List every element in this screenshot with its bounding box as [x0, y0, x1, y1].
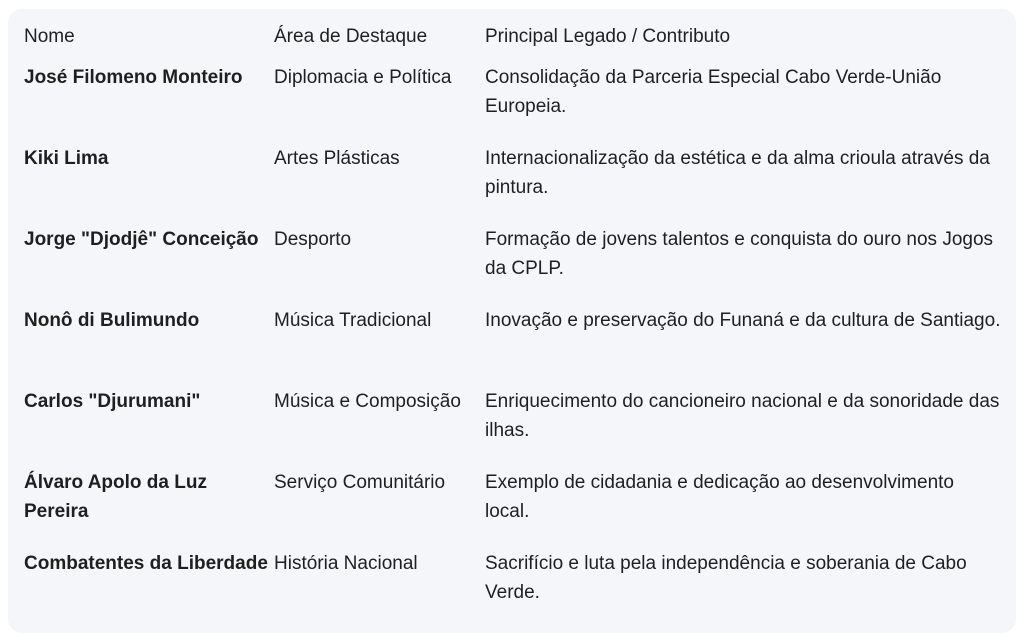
table-row	[8, 49, 1016, 130]
table-row	[8, 535, 1016, 616]
cell-name: José Filomeno Monteiro	[24, 67, 243, 88]
cell-area: Serviço Comunitário	[274, 472, 446, 493]
cell-area: Diplomacia e Política	[274, 67, 452, 88]
cell-legacy: Formação de jovens talentos e conquista do ouro nos Jogos da CPLP.	[485, 229, 994, 279]
cell-name: Combatentes da Liberdade	[24, 553, 268, 574]
column-header-legacy: Principal Legado / Contributo	[485, 26, 731, 47]
honorees-table	[8, 9, 1016, 616]
cell-name: Kiki Lima	[24, 148, 109, 169]
column-header-area: Área de Destaque	[274, 26, 428, 47]
table-card	[8, 9, 1016, 633]
table-row	[8, 373, 1016, 454]
cell-area: Música e Composição	[274, 391, 461, 412]
table-body	[8, 49, 1016, 616]
table-row	[8, 211, 1016, 292]
cell-legacy: Inovação e preservação do Funaná e da cultura de Santiago.	[485, 310, 1001, 331]
cell-name: Nonô di Bulimundo	[24, 310, 200, 331]
column-header-name: Nome	[24, 26, 75, 47]
cell-name: Álvaro Apolo da Luz Pereira	[24, 472, 207, 522]
table-header	[8, 9, 1016, 49]
cell-legacy: Internacionalização da estética e da alma crioula através da pintura.	[485, 148, 990, 198]
cell-area: Desporto	[274, 229, 352, 250]
cell-area: História Nacional	[274, 553, 418, 574]
cell-legacy: Sacrifício e luta pela independência e soberania de Cabo Verde.	[485, 553, 967, 603]
table-row	[8, 130, 1016, 211]
cell-area: Artes Plásticas	[274, 148, 400, 169]
cell-legacy: Enriquecimento do cancioneiro nacional e da sonoridade das ilhas.	[485, 391, 1000, 441]
cell-area: Música Tradicional	[274, 310, 432, 331]
table-row	[8, 292, 1016, 373]
header-row	[8, 9, 1016, 49]
cell-legacy: Consolidação da Parceria Especial Cabo Verde-União Europeia.	[485, 67, 942, 117]
cell-name: Jorge "Djodjê" Conceição	[24, 229, 259, 250]
cell-name: Carlos "Djurumani"	[24, 391, 201, 412]
table-row	[8, 454, 1016, 535]
cell-legacy: Exemplo de cidadania e dedicação ao desenvolvimento local.	[485, 472, 954, 522]
